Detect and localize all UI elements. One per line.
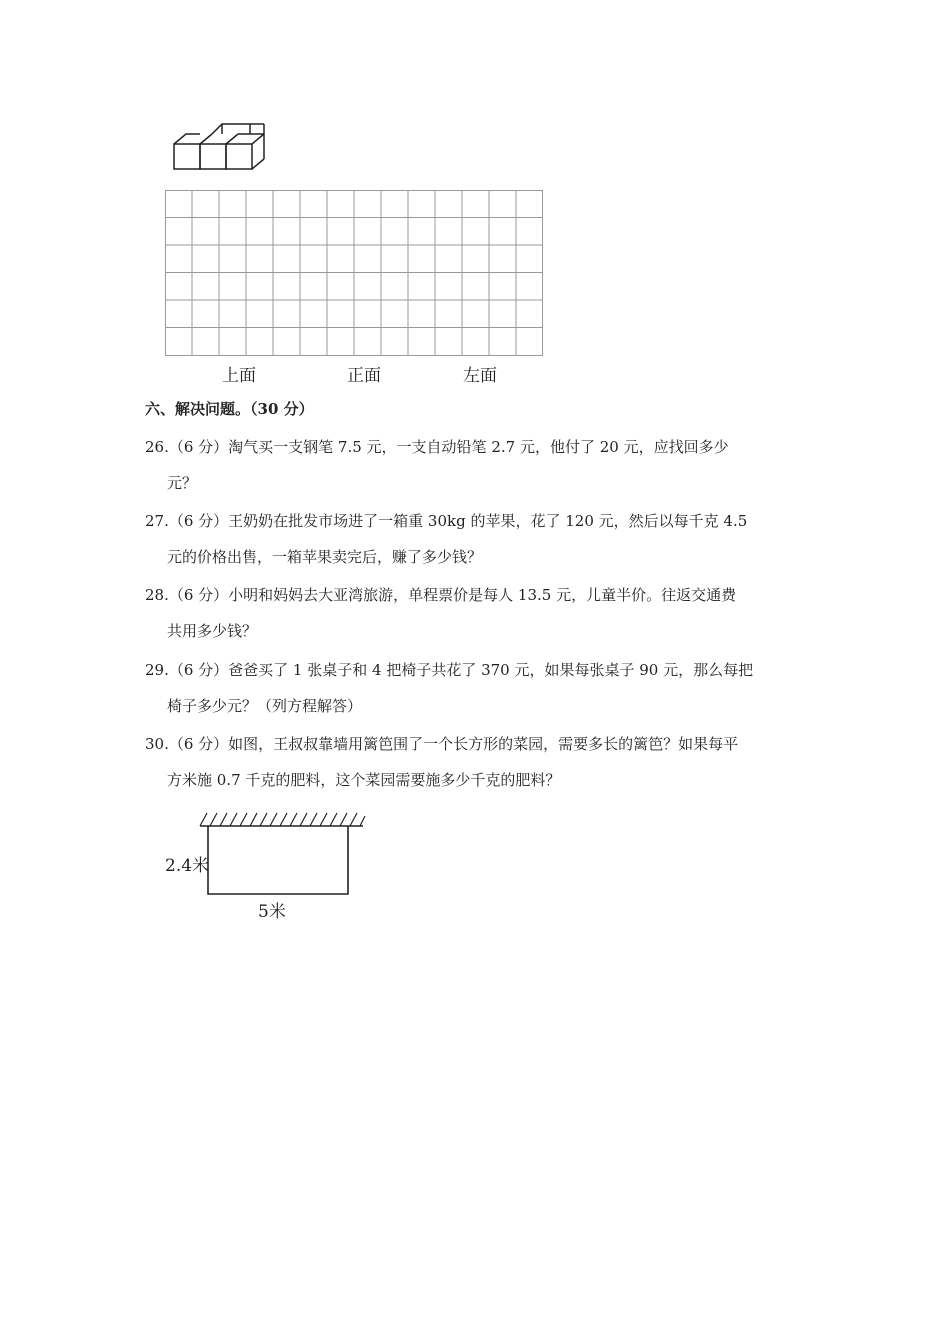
question-line: 26.（6 分）淘气买一支钢笔 7.5 元，一支自动铅笔 2.7 元，他付了 20 元，应找回多少	[145, 438, 729, 456]
question-line: 28.（6 分）小明和妈妈去大亚湾旅游，单程票价是每人 13.5 元，儿童半价。往返交通费	[145, 586, 737, 604]
top-view-label: 上面	[222, 366, 256, 386]
drawing-grid	[165, 190, 543, 356]
question-line: 方米施 0.7 千克的肥料，这个菜园需要施多少千克的肥料？	[167, 771, 561, 789]
front-view-label: 正面	[347, 366, 381, 386]
garden-length-label: 5米	[258, 902, 286, 922]
question-29	[145, 661, 815, 715]
garden-figure	[195, 805, 370, 897]
section-title: 六、解决问题。（30 分）	[145, 400, 314, 418]
question-28	[145, 586, 815, 640]
left-view-label: 左面	[463, 366, 497, 386]
question-26	[145, 438, 815, 492]
cube-figure	[170, 120, 280, 175]
question-line: 元？	[167, 474, 198, 492]
question-27	[145, 512, 815, 566]
garden-width-label: 2.4米	[165, 856, 210, 876]
question-line: 元的价格出售，一箱苹果卖完后，赚了多少钱？	[167, 548, 483, 566]
question-line: 27.（6 分）王奶奶在批发市场进了一箱重 30kg 的苹果，花了 120 元，然后以每千克 4.5	[145, 512, 748, 530]
question-line: 29.（6 分）爸爸买了 1 张桌子和 4 把椅子共花了 370 元，如果每张桌子 90 元，那么每把	[145, 661, 754, 679]
grid-lines	[165, 190, 543, 356]
question-line: 30.（6 分）如图，王叔叔靠墙用篱笆围了一个长方形的菜园，需要多长的篱笆？如果每平	[145, 735, 739, 753]
question-30	[145, 735, 815, 789]
question-line: 椅子多少元？（列方程解答）	[167, 697, 363, 715]
question-line: 共用多少钱？	[167, 622, 258, 640]
